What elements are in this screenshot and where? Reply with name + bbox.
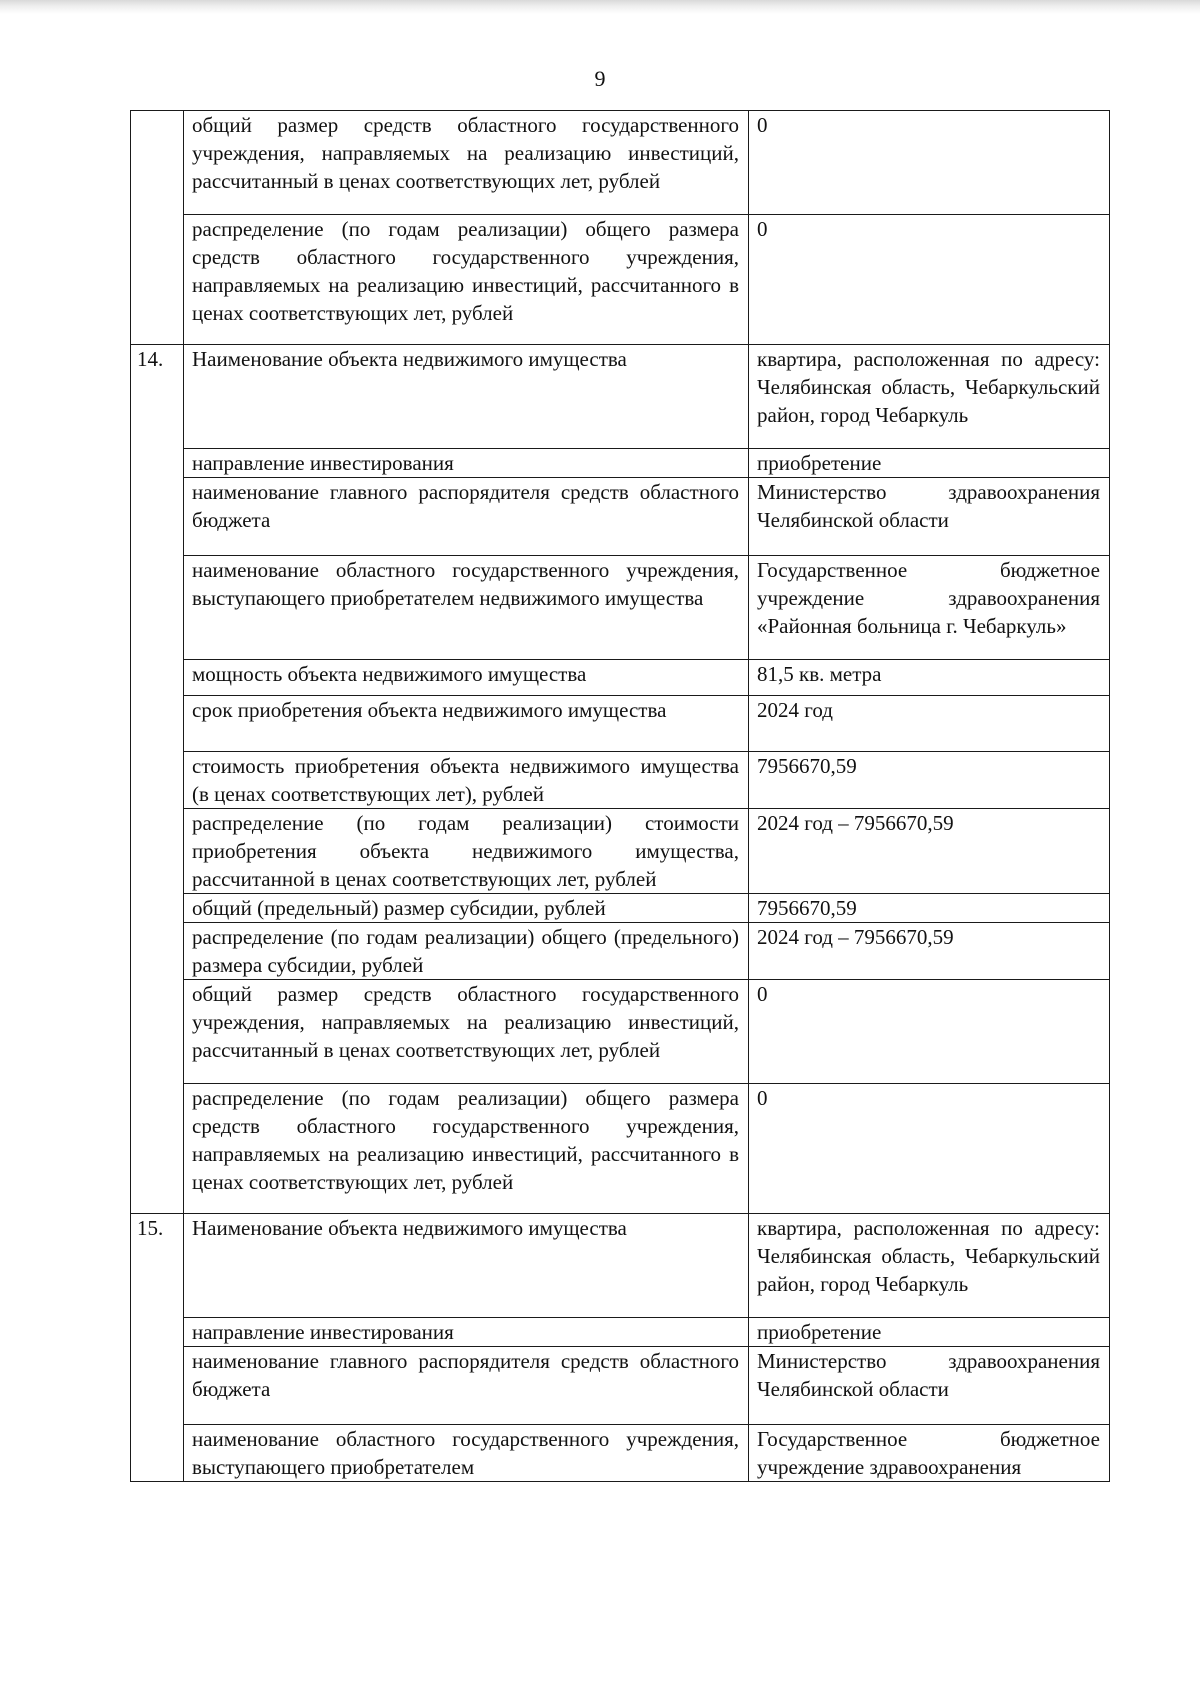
row-number xyxy=(131,1425,184,1482)
table-row xyxy=(131,980,1110,1084)
row-parameter: наименование областного государственного учреждения, выступающего приобретателем xyxy=(184,1425,749,1482)
row-value: квартира, расположенная по адресу: Челябинская область, Чебаркульский район, город Чебаркуль xyxy=(749,1214,1110,1318)
row-parameter: направление инвестирования xyxy=(184,1318,749,1347)
row-number xyxy=(131,449,184,478)
scan-edge xyxy=(0,0,1200,14)
row-parameter: распределение (по годам реализации) общего размера средств областного государственного учреждения, направляемых на реализацию инвестиций, рассчитанного в ценах соответствующих лет, рублей xyxy=(184,1084,749,1214)
row-parameter: Наименование объекта недвижимого имущества xyxy=(184,1214,749,1318)
table-row xyxy=(131,345,1110,449)
row-number xyxy=(131,752,184,809)
row-parameter: наименование главного распорядителя средств областного бюджета xyxy=(184,1347,749,1425)
table-row xyxy=(131,923,1110,980)
row-parameter: общий размер средств областного государственного учреждения, направляемых на реализацию инвестиций, рассчитанный в ценах соответствующих лет, рублей xyxy=(184,111,749,215)
row-number xyxy=(131,478,184,556)
row-value: 2024 год – 7956670,59 xyxy=(749,809,1110,894)
row-value: квартира, расположенная по адресу: Челябинская область, Чебаркульский район, город Чебаркуль xyxy=(749,345,1110,449)
table-row xyxy=(131,215,1110,345)
table-row xyxy=(131,478,1110,556)
row-value: Государственное бюджетное учреждение здравоохранения xyxy=(749,1425,1110,1482)
row-number xyxy=(131,1318,184,1347)
table-row xyxy=(131,752,1110,809)
row-number xyxy=(131,1084,184,1214)
row-number xyxy=(131,111,184,215)
row-value: 7956670,59 xyxy=(749,752,1110,809)
table-row xyxy=(131,1084,1110,1214)
row-value: Государственное бюджетное учреждение здравоохранения «Районная больница г. Чебаркуль» xyxy=(749,556,1110,660)
table-row xyxy=(131,696,1110,752)
row-parameter: наименование главного распорядителя средств областного бюджета xyxy=(184,478,749,556)
row-number xyxy=(131,215,184,345)
table-row xyxy=(131,894,1110,923)
table-row xyxy=(131,556,1110,660)
table-row xyxy=(131,1318,1110,1347)
table-row xyxy=(131,1214,1110,1318)
row-parameter: стоимость приобретения объекта недвижимого имущества (в ценах соответствующих лет), рублей xyxy=(184,752,749,809)
table-row xyxy=(131,809,1110,894)
table-row xyxy=(131,1425,1110,1482)
table-row xyxy=(131,111,1110,215)
row-parameter: мощность объекта недвижимого имущества xyxy=(184,660,749,696)
row-number: 15. xyxy=(131,1214,184,1318)
row-value: 2024 год xyxy=(749,696,1110,752)
row-value: 0 xyxy=(749,1084,1110,1214)
row-parameter: наименование областного государственного учреждения, выступающего приобретателем недвижимого имущества xyxy=(184,556,749,660)
row-value: приобретение xyxy=(749,1318,1110,1347)
row-value: 0 xyxy=(749,111,1110,215)
row-parameter: распределение (по годам реализации) общего (предельного) размера субсидии, рублей xyxy=(184,923,749,980)
row-value: 0 xyxy=(749,980,1110,1084)
row-parameter: общий (предельный) размер субсидии, рублей xyxy=(184,894,749,923)
row-number xyxy=(131,1347,184,1425)
row-parameter: срок приобретения объекта недвижимого имущества xyxy=(184,696,749,752)
table-row xyxy=(131,1347,1110,1425)
row-value: 0 xyxy=(749,215,1110,345)
row-value: Министерство здравоохранения Челябинской области xyxy=(749,478,1110,556)
row-value: 2024 год – 7956670,59 xyxy=(749,923,1110,980)
row-parameter: распределение (по годам реализации) общего размера средств областного государственного учреждения, направляемых на реализацию инвестиций, рассчитанного в ценах соответствующих лет, рублей xyxy=(184,215,749,345)
row-number xyxy=(131,660,184,696)
page-number: 9 xyxy=(594,66,606,91)
table-row xyxy=(131,449,1110,478)
row-parameter: общий размер средств областного государственного учреждения, направляемых на реализацию инвестиций, рассчитанный в ценах соответствующих лет, рублей xyxy=(184,980,749,1084)
row-parameter: направление инвестирования xyxy=(184,449,749,478)
investment-objects-table xyxy=(130,110,1110,1482)
row-number xyxy=(131,894,184,923)
row-number xyxy=(131,923,184,980)
row-number xyxy=(131,980,184,1084)
row-parameter: распределение (по годам реализации) стоимости приобретения объекта недвижимого имущества, рассчитанной в ценах соответствующих лет, рублей xyxy=(184,809,749,894)
row-value: приобретение xyxy=(749,449,1110,478)
row-number: 14. xyxy=(131,345,184,449)
row-value: 7956670,59 xyxy=(749,894,1110,923)
row-value: 81,5 кв. метра xyxy=(749,660,1110,696)
row-value: Министерство здравоохранения Челябинской области xyxy=(749,1347,1110,1425)
row-parameter: Наименование объекта недвижимого имущества xyxy=(184,345,749,449)
row-number xyxy=(131,556,184,660)
table-row xyxy=(131,660,1110,696)
row-number xyxy=(131,696,184,752)
row-number xyxy=(131,809,184,894)
